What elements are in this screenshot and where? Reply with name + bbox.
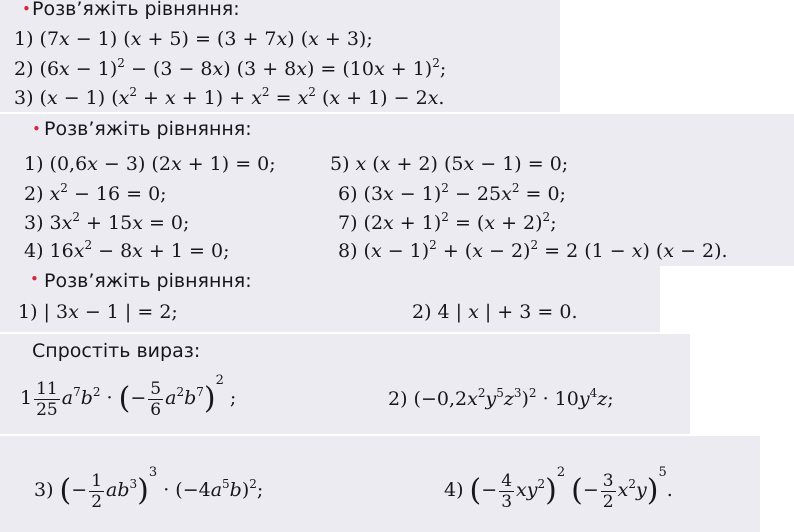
block4-heading: Спростіть вираз:	[32, 340, 201, 362]
bullet-icon: •	[32, 120, 41, 138]
block2-heading: Розв’яжіть рівняння:	[44, 118, 252, 140]
block3-eq1: 1) | 3x − 1 | = 2;	[18, 301, 178, 323]
block2-eq4: 4) $16x^2 - 8x + 1 = 0$;	[24, 238, 230, 262]
block2-eq8: 8) $(x - 1)^2 + (x - 2)^2 = 2$ (1 − x) (x − 2).	[338, 238, 728, 262]
block2-eq3: 3) $3x^2 + 15x = 0$;	[24, 210, 190, 234]
block1-heading: Розв’яжіть рівняння:	[32, 0, 240, 20]
block4-expr1: 1 $\frac{11}{25}$ $a^7b^2$ · (− $\frac{5}{6}$ $a^2b^7)^2$ ;	[20, 373, 237, 420]
block1-eq3: 3) (x − 1) $(x^2 + x + 1) + x^2 = x^2$ (x + 1) − 2x.	[14, 85, 445, 109]
block1-eq1: 1) (7x − 1) (x + 5) = (3 + 7x) (x + 3);	[14, 28, 373, 50]
block1-eq2: 2) $(6x - 1)^2 - (3 - 8x)$ $(3 + 8x) = (10x + 1)^2$;	[14, 56, 447, 80]
block3-heading: Розв’яжіть рівняння:	[44, 270, 252, 292]
block2-eq1: 1) (0,6x − 3) (2x + 1) = 0;	[24, 153, 276, 175]
block2-eq5: 5) x (x + 2) (5x − 1) = 0;	[330, 153, 569, 175]
block2-eq2: 2) $x^2 - 16 = 0$;	[24, 181, 167, 205]
block4-expr3: 3) (− $\frac{1}{2}$ $ab^3)^3 \cdot (-4a^5b)^2$;	[34, 465, 264, 512]
bullet-icon: •	[22, 0, 31, 18]
block4-expr4: 4) (− $\frac{4}{3}$ $xy^2)^2$ (− $\frac{3}{2}$ $x^2y)^5$.	[444, 465, 673, 512]
bullet-icon: •	[30, 270, 39, 288]
block2-eq7: 7) $(2x + 1)^2 = (x + 2)^2$;	[338, 210, 557, 234]
block3-eq2: 2) 4 | x | + 3 = 0.	[412, 301, 578, 323]
block2-eq6: 6) $(3x - 1)^2 - 25x^2 = 0$;	[338, 181, 566, 205]
block4-expr2: 2) $(-0,2x^2y^5z^3)^2 \cdot 10y^4z$;	[388, 386, 614, 410]
